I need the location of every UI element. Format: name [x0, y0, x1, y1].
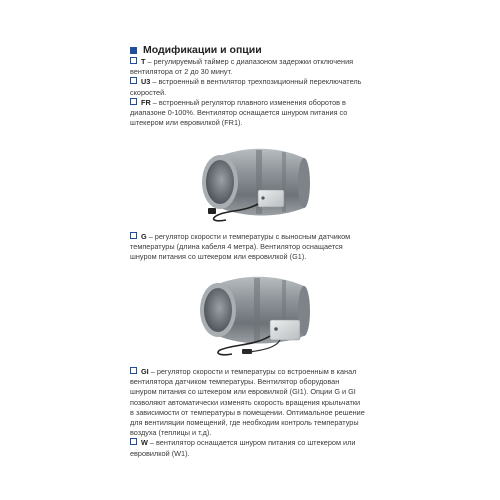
- bullet-square-icon: [130, 47, 137, 54]
- option-text: штекером или евровилкой (FR1).: [130, 118, 243, 128]
- heading-text: Модификации и опции: [143, 44, 262, 56]
- option-code: G: [141, 232, 147, 241]
- section-heading: [130, 44, 262, 56]
- option-text: шнуром питания со штекером или евровилкой (GI1). Опции G и GI: [130, 387, 356, 397]
- option-item-g: [130, 232, 375, 263]
- options-list-top: [130, 57, 375, 128]
- duct-fan-image-g: [184, 270, 316, 356]
- options-list-bottom: [130, 367, 375, 459]
- option-text: вентилятора датчиком температуры. Вентилятор оборудован: [130, 377, 340, 387]
- option-text: – вентилятор оснащается шнуром питания со штекером или: [147, 438, 356, 448]
- option-text: для вентиляции помещений, где необходим контроль температуры: [130, 418, 359, 428]
- option-text: позволяют автоматически изменять скорость вращения крыльчатки: [130, 397, 361, 407]
- option-code: W: [141, 438, 148, 448]
- duct-fan-image-fr: [186, 142, 316, 222]
- option-text: – регулятор скорости и температуры с выносным датчиком: [146, 232, 351, 241]
- checkbox-icon: [130, 77, 137, 84]
- option-text: в зависимости от температуры в помещении. Оптимальное решение: [130, 407, 365, 417]
- option-text: шнуром питания со штекером или евровилкой (G1).: [130, 252, 307, 262]
- option-text: – регулятор скорости и температуры со встроенным в канал: [148, 367, 357, 376]
- option-text: – регулируемый таймер с диапазоном задержки отключения: [145, 57, 354, 66]
- option-text: скоростей.: [130, 87, 167, 97]
- checkbox-icon: [130, 232, 137, 239]
- checkbox-icon: [130, 57, 137, 64]
- checkbox-icon: [130, 367, 137, 374]
- option-text: вентилятора от 2 до 30 минут.: [130, 67, 233, 77]
- option-item-w: [130, 438, 375, 458]
- option-item-gi: [130, 367, 375, 438]
- option-code: FR: [141, 97, 151, 107]
- option-text: температуры (длина кабеля 4 метра). Вентилятор оснащается: [130, 242, 343, 252]
- option-item-fr: [130, 98, 375, 129]
- option-text: воздуха (теплицы и т.д).: [130, 428, 212, 438]
- option-text: – встроенный в вентилятор трехпозиционный переключатель: [150, 77, 362, 87]
- option-text: диапазоне 0-100%. Вентилятор оснащается шнуром питания со: [130, 108, 348, 118]
- option-item-u3: [130, 77, 375, 97]
- option-code: T: [141, 57, 146, 66]
- option-code: GI: [141, 367, 149, 376]
- option-item-t: [130, 57, 375, 77]
- option-text: евровилкой (W1).: [130, 448, 190, 458]
- option-code: U3: [141, 77, 151, 87]
- option-text: – встроенный регулятор плавного изменения оборотов в: [150, 97, 346, 107]
- checkbox-icon: [130, 98, 137, 105]
- checkbox-icon: [130, 438, 137, 445]
